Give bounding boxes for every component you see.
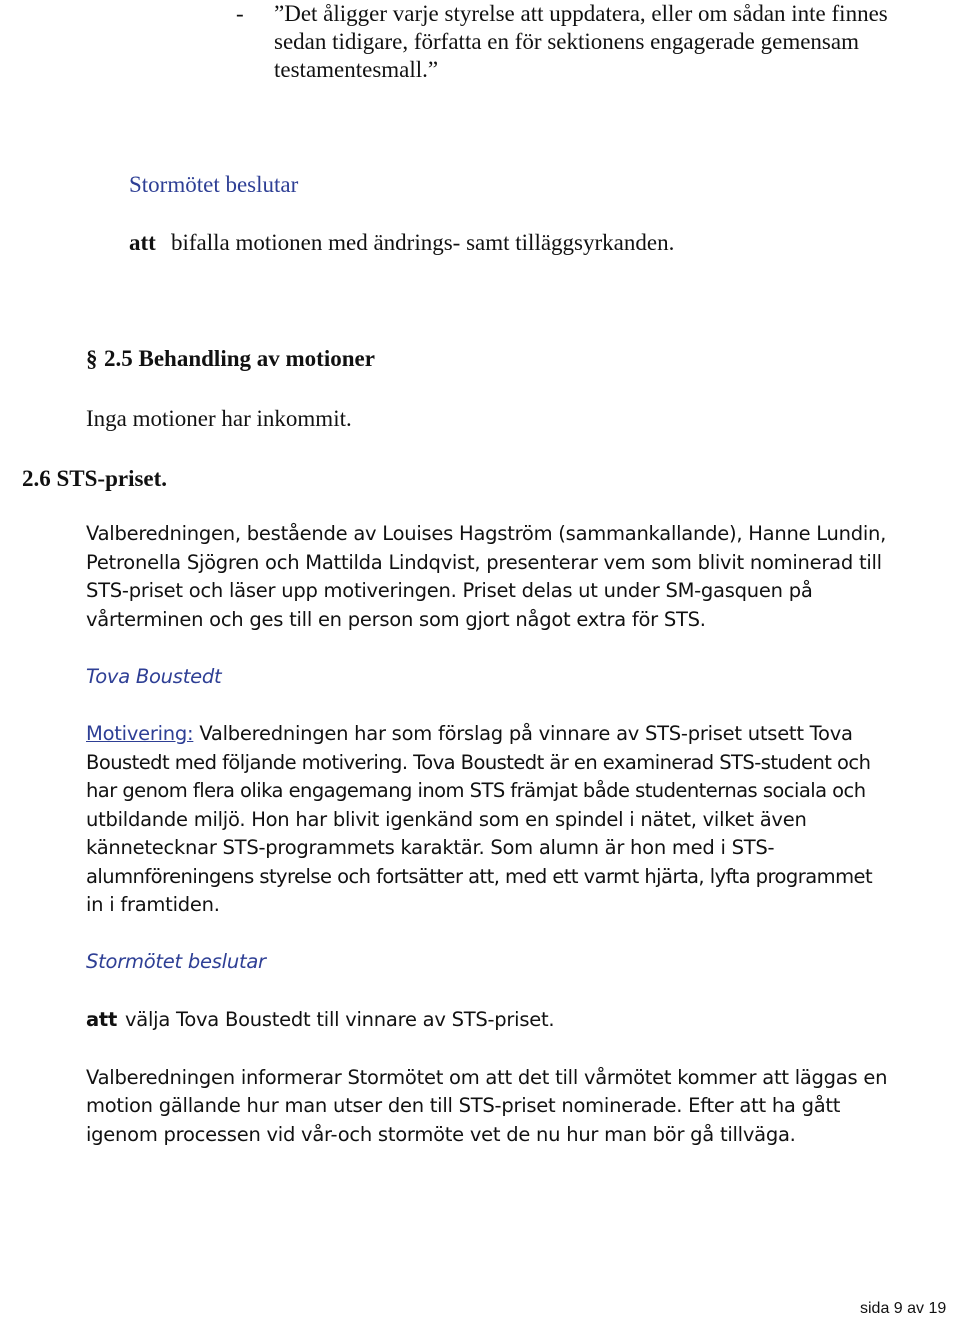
quote-line-2: sedan tidigare, författa en för sektionens engagerade gemensam <box>274 29 859 54</box>
decision-att: att <box>129 230 156 255</box>
section-symbol: § <box>86 346 98 371</box>
motivation-line-3: har genom flera olika engagemang inom STS främjat både studenternas sociala och <box>86 779 866 802</box>
decision-2-heading: Stormötet beslutar <box>86 950 266 973</box>
quote-line-1: ”Det åligger varje styrelse att uppdatera, eller om sådan inte finnes <box>274 1 888 26</box>
intro-line-4: vårterminen och ges till en person som gjort något extra för STS. <box>86 608 706 631</box>
nominee-name: Tova Boustedt <box>86 665 222 688</box>
info-line-3: igenom processen vid vår-och stormöte vet de nu hur man bör gå tillväga. <box>86 1123 796 1146</box>
motivation-line-2: Boustedt med följande motivering. Tova Boustedt är en examinerad STS-student och <box>86 751 871 774</box>
decision-heading: Stormötet beslutar <box>129 172 299 197</box>
motivation-line-5: kännetecknar STS-programmets karaktär. Som alumn är hon med i STS- <box>86 836 775 859</box>
motivation-line-1 <box>86 724 853 744</box>
motivation-line-4: utbildande miljö. Hon har blivit igenkänd som en spindel i nätet, vilket även <box>86 808 807 831</box>
intro-line-2: Petronella Sjögren och Mattilda Lindqvist, presenterar vem som blivit nominerad till <box>86 551 882 574</box>
decision-2-att: att <box>86 1008 118 1031</box>
info-line-1: Valberedningen informerar Stormötet om att det till vårmötet kommer att läggas en <box>86 1066 888 1089</box>
motivation-text: Valberedningen har som förslag på vinnare av STS-priset utsett Tova <box>199 722 853 745</box>
motivation-line-7: in i framtiden. <box>86 893 220 916</box>
bullet-dash: - <box>236 1 244 26</box>
page-number: sida 9 av 19 <box>860 1300 947 1317</box>
info-line-2: motion gällande hur man utser den till STS-priset nominerade. Efter att ha gått <box>86 1094 841 1117</box>
section-25-title: 2.5 Behandling av motioner <box>104 346 375 371</box>
intro-line-1: Valberedningen, bestående av Louises Hagström (sammankallande), Hanne Lundin, <box>86 522 887 545</box>
section-26-title: 2.6 STS-priset. <box>22 466 168 491</box>
motivation-label: Motivering: <box>86 722 194 745</box>
section-25-body: Inga motioner har inkommit. <box>86 406 352 431</box>
intro-line-3: STS-priset och läser upp motiveringen. Priset delas ut under SM-gasquen på <box>86 579 813 602</box>
quote-line-3: testamentesmall.” <box>274 57 439 82</box>
decision-2-text: välja Tova Boustedt till vinnare av STS-priset. <box>125 1008 555 1031</box>
decision-text: bifalla motionen med ändrings- samt tilläggsyrkanden. <box>171 230 675 255</box>
motivation-line-6: alumnföreningens styrelse och fortsätter att, med ett varmt hjärta, lyfta programmet <box>86 865 873 888</box>
